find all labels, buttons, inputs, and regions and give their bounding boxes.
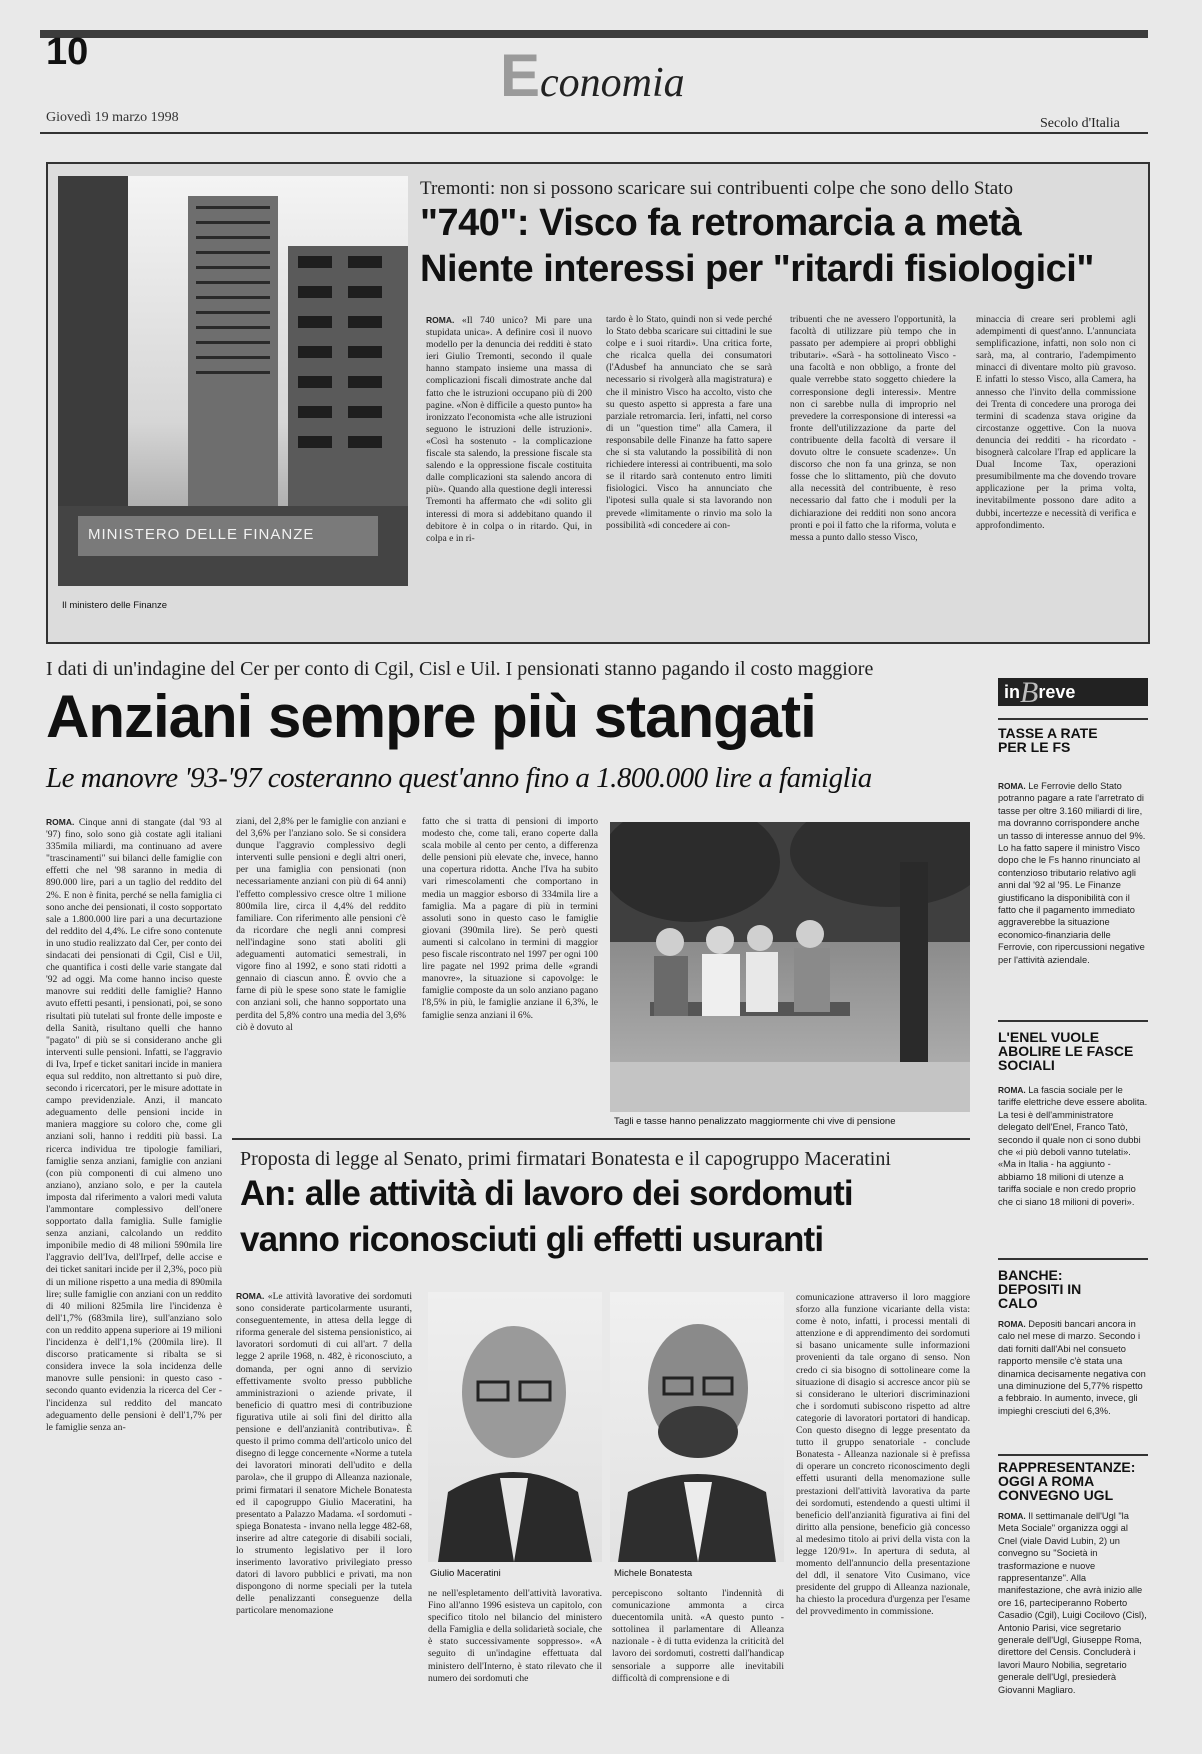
- article1-col4-text: minaccia di creare seri problemi agli adempimenti di quest'anno. L'annunciata semplificazione, infatti, non solo non ci sarà, ma, al contrario, l'adempimento minacci di diventare molto più gravoso. E infatti lo stesso Visco, alla Camera, ha annesso che l'invito della commissione dei Trenta di concedere una proroga dei termini di scadenza stava origine da circostanze oggettive. Con la nuova denuncia dei redditi - ha ricordato - bisognerà calcolare l'Irap ed applicare la Dual Income Tax, operazioni presumibilmente ma che dovendo trovare applicazione per la prima volta, inevitabilmente possono dare adito a dubbi, incertezze e necessità di verifica e approfondimento.: [976, 314, 1136, 531]
- article2-headline: Anziani sempre più stangati: [46, 683, 816, 750]
- brief2-body: La fascia sociale per le tariffe elettriche deve essere abolita. La tesi è dell'amministratore delegato dell'Enel, Franco Tatò, secondo il quale non ci sono dubbi che «i più deboli vanno tutelati». «Ma in Italia - ha aggiunto - abbiamo 18 milioni di utenze a tariffa sociale e non credo proprio che ci siano 18 milioni di poveri».: [998, 1085, 1148, 1207]
- brief4-body: Il settimanale dell'Ugl "la Meta Sociale" organizza oggi al Cnel (viale David Lubin, 2) un convegno su "Società in trasformazione e nuove rappresentanze". Alla manifestazione, che avrà inizio alle ore 16, parteciperanno Roberto Casadio (Cgil), Luigi Cocilovo (Cisl), Antonio Parisi, vice segretario generale dell'Ugl, Giuseppe Roma, direttore del Censis. Concluderà i lavori Mauro Nobilia, segretario generale dell'Ugl, presiederà Giovanni Magliaro.: [998, 1511, 1147, 1695]
- article2-column-2: [236, 816, 406, 1144]
- article3-col1-text: «Le attività lavorative dei sordomuti sono considerate particolarmente usuranti, conseguentemente, in attesa della legge di riforma generale del sistema pensionistico, ai lavoratori sordomuti di cui all'art. 7 della legge 2 aprile 1968, n. 482, è riconosciuto, a domanda, per ogni anno di servizio effettivamente svolto presso pubbliche amministrazioni o aziende private, il beneficio di quattro mesi di contribuzione figurativa utile ai soli fini del diritto alla pensione e dell'anzianità contributiva». È questo il primo comma dell'articolo unico del disegno di legge concernente «Norme a tutela dei lavoratori minorati dell'udito e della parola», che il gruppo di Alleanza nazionale, primi firmatari il senatore Michele Bonatesta ed il capogruppo Giulio Maceratini, ha presentato a Palazzo Madama. «I sordomuti - spiega Bonatesta - invano nella legge 482-68, inserire ad altre categorie di disabili sociali, lo strumento legislativo per il loro inserimento lavorativo privilegiato presso datori di lavoro pubblici e privati, ma non dispongono di norme speciali per la tutela delle penalizzanti conseguenze della particolare menomazione: [236, 1291, 412, 1617]
- in-breve-prefix: in: [1004, 682, 1020, 702]
- article2-kicker: I dati di un'indagine del Cer per conto di Cgil, Cisl e Uil. I pensionati stanno pagando il costo maggiore: [46, 658, 874, 680]
- ministry-photo-caption: Il ministero delle Finanze: [62, 600, 168, 611]
- article2-subhead: Le manovre '93-'97 costeranno quest'anno fino a 1.800.000 lire a famiglia: [46, 762, 872, 794]
- newspaper-name: Secolo d'Italia: [1040, 116, 1120, 131]
- article3-column-1: [236, 1290, 412, 1742]
- article2-dateline: ROMA.: [46, 817, 75, 827]
- bonatesta-photo: [610, 1292, 784, 1562]
- issue-date: Giovedì 19 marzo 1998: [46, 110, 179, 125]
- brief1-rule: [998, 718, 1148, 720]
- top-bar: [40, 30, 1148, 38]
- masthead-rule: [40, 132, 1148, 134]
- brief3-rule: [998, 1258, 1148, 1260]
- brief1-body: Le Ferrovie dello Stato potranno pagare a rate l'arretrato di tasse per oltre 3.160 miliardi di lire, ma dovranno corrispondere anche un tasso di interesse annuo del 9%. Lo ha fatto sapere il ministro Visco dopo che le Fs hanno rinunciato al contenzioso tributario relativo agli anni dal '92 al '95. Le Finanze giustificano la disponibilità con il fatto che il pagamento immediato aggraverebbe la situazione economico-finanziaria delle Ferrovie, con ripercussioni negative per l'attività aziendale.: [998, 781, 1146, 965]
- article2-col3-text: fatto che si tratta di pensioni di importo modesto che, come tali, erano coperte dalla scala mobile al cento per cento, a differenza delle pensioni più elevate che, invece, hanno una copertura ridotta. Anche l'Iva ha subito vari rimescolamenti che comportano in media un maggior esborso di 334mila lire a famiglia. Ma a pagare di più in termini assoluti sono in questo caso le famiglie giovani (390mila lire). Se però questi aumenti si calcolano in termini di maggior peso fiscale riscontrato nel 1997 per ogni 100 lire pagate nel 1992 prima delle «grandi manovre», la situazione si capovolge: le famiglie composte da un solo anziano pagano l'8,5% in più, le famiglie anziane il 6,3%, le famiglie senza anziani il 6%.: [422, 816, 598, 1021]
- brief2-text: [998, 1084, 1148, 1264]
- article3-col2-text: ne nell'espletamento dell'attività lavorativa. Fino all'anno 1996 esisteva un capitolo, con specifico titolo nel bilancio del ministero della Famiglia e della solidarietà sociale, che è stato successivamente soppresso». «A seguito di un'indagine effettuata dal ministero dell'Interno, è stato rilevato che il numero dei sordomuti che: [428, 1588, 602, 1684]
- ministry-sign: MINISTERO DELLE FINANZE: [88, 526, 315, 543]
- in-breve-header: [998, 676, 1148, 709]
- article1-headline-2: Niente interessi per "ritardi fisiologici": [420, 248, 1094, 290]
- article1-column-3: [790, 314, 956, 624]
- article3-column-4: [796, 1292, 970, 1742]
- brief3-text: [998, 1318, 1148, 1448]
- section-rest: conomia: [540, 60, 685, 106]
- article1-col1-text: «Il 740 unico? Mi pare una stupidata unica». A definire così il nuovo modello per la denuncia dei redditi è stato ieri Giulio Tremonti, secondo il quale hanno stampato insieme una massa di complicazioni fiscali dimostrate anche dal fatto che le istruzioni occupano più di 200 pagine. «Non è difficile a questo punto» ha ironizzato l'economista «che alle istruzioni seguono le istruzioni delle istruzioni». «Così ha sostenuto - la complicazione fiscale sta salendo, la pressione fiscale sta salendo e la oppressione fiscale costituita dalle complicazioni sta salendo ancora di più». Quando alla questione degli interessi Tremonti ha affermato che «di solito gli interessi di mora si addebitano quando il debitore è in colpa o in ritardo. Qui, in colpa e in ri-: [426, 315, 592, 544]
- brief1-title: TASSE A RATE PER LE FS: [998, 725, 1098, 755]
- ministry-building-image: [58, 176, 408, 586]
- bonatesta-caption: Michele Bonatesta: [614, 1568, 693, 1579]
- article1-kicker: Tremonti: non si possono scaricare sui contribuenti colpe che sono dello Stato: [420, 178, 1013, 199]
- brief4-title: RAPPRESENTANZE: OGGI A ROMA CONVEGNO UGL: [998, 1459, 1136, 1503]
- maceratini-portrait: [428, 1292, 602, 1562]
- page-number: 10: [46, 31, 89, 73]
- article1-column-2: [606, 314, 772, 624]
- article1-col3-text: tribuenti che ne avessero l'opportunità, la facoltà di utilizzare più tempo che in passato per adempiere ai propri obblighi tributari». «Sarà - ha sottolineato Visco - una facoltà e non obbligo, a fronte del quale verrebbe stato soggetto chiedere la corresponsione degli interessi». Mentre non ci sarebbe nulla di improprio nel prevedere la corresponsione di interessi «a fronte dell'utilizzazione da parte del contribuente della facoltà di versare il dovuto oltre le consuete scadenze». Un discorso che non fa una grinza, se non fosse che lo slittamento, più che dovuto alla necessità del contribuente, è reso necessario dal fatto che i moduli per la dichiarazione dei redditi non sono ancora pronti e poi il fatto che la riforma, voluta e messa a punto dallo stesso Visco,: [790, 314, 956, 543]
- article3-headline-2: vanno riconosciuti gli effetti usuranti: [240, 1220, 824, 1259]
- brief4-dateline: ROMA.: [998, 1511, 1026, 1521]
- article3-dateline: ROMA.: [236, 1291, 265, 1301]
- pensioners-photo: [610, 822, 970, 1112]
- article3-headline-1: An: alle attività di lavoro dei sordomuti: [240, 1174, 853, 1213]
- article2-column-1: [46, 816, 222, 1740]
- brief3-body: Depositi bancari ancora in calo nel mese di marzo. Secondo i dati forniti dall'Abi nel consueto rapporto mensile c'è stata una dinamica decisamente negativa con una diminuzione del 5,77% rispetto a febbraio. In aumento, invece, gli impieghi cresciuti del 6,3%.: [998, 1319, 1146, 1416]
- brief2-dateline: ROMA.: [998, 1085, 1026, 1095]
- brief2-title: L'ENEL VUOLE ABOLIRE LE FASCE SOCIALI: [998, 1029, 1134, 1073]
- brief2-rule: [998, 1020, 1148, 1022]
- article3-kicker: Proposta di legge al Senato, primi firmatari Bonatesta e il capogruppo Maceratini: [240, 1148, 891, 1170]
- ministry-photo: [58, 176, 408, 586]
- brief1-text: [998, 780, 1148, 1000]
- brief3-dateline: ROMA.: [998, 1319, 1026, 1329]
- brief1-dateline: ROMA.: [998, 781, 1026, 791]
- maceratini-photo: [428, 1292, 602, 1562]
- brief4-rule: [998, 1454, 1148, 1456]
- article3-col3-text: percepiscono soltanto l'indennità di comunicazione ammonta a circa duecentomila unità. «A questo punto - sottolinea il parlamentare di Alleanza nazionale - è di tutta evidenza la criticità del lavoro dei sordomuti, costretti dall'handicap sensoriale a supporre alle inevitabili difficoltà di comprensione e di: [612, 1588, 784, 1684]
- article2-col2-text: ziani, del 2,8% per le famiglie con anziani e del 3,6% per l'anziano solo. Se si considera dunque l'aggravio complessivo degli interventi sulle pensioni e degli altri oneri, per una famiglia con pensionati (non necessariamente anziani con più di 64 anni) l'effetto complessivo cresce oltre 1 milione 800mila lire, circa il 4,4% del reddito familiare. Con riferimento alle pensioni c'è da ricordare che negli anni compresi nell'indagine sono stati aboliti gli adeguamenti automatici semestrali, in vigore fino al 1992, e sono stati ridotti a gennaio di ciascun anno. È ovvio che a farne di più le spese sono state le famiglie con anziani soli, che hanno sopportato una perdita del 5,8% contro una media del 3,6% ciò è dovuto al: [236, 816, 406, 1033]
- pensioners-photo-caption: Tagli e tasse hanno penalizzato maggiormente chi vive di pensione: [614, 1116, 896, 1127]
- pensioners-bench-image: [610, 822, 970, 1112]
- article1-column-4: [976, 314, 1136, 624]
- in-breve-rest: reve: [1038, 682, 1076, 702]
- article1-dateline: ROMA.: [426, 315, 455, 325]
- article3-top-rule: [232, 1138, 970, 1140]
- section-initial: E: [500, 42, 541, 109]
- article1-col2-text: tardo è lo Stato, quindi non si vede perché lo Stato debba scaricare sui cittadini le sue colpe e i suoi ritardi». Una critica forte, che ricalca quella dei consumatori (l'Adusbef ha annunciato che se sarà necessario si rivolgerà alla magistratura) e che il ministro Visco ha accolto, visto che su questo aspetto si appresta a fare una parziale retromarcia. Ieri, infatti, nel corso di un "question time" alla Camera, il responsabile delle Finanze ha fatto sapere che si sta valutando la possibilità di non richiedere interessi ai contribuenti, ma solo se il ritardo sarà contenuto entro limiti fisiologici. Visco ha annunciato che l'ipotesi sulla quale si sta lavorando non prevede «limitamente o rinvio ma solo la possibilità «di concedere ai con-: [606, 314, 772, 531]
- maceratini-caption: Giulio Maceratini: [430, 1568, 501, 1579]
- brief4-text: [998, 1510, 1148, 1742]
- article3-column-3: [612, 1588, 784, 1742]
- brief3-title: BANCHE: DEPOSITI IN CALO: [998, 1267, 1082, 1311]
- article3-col4-text: comunicazione attraverso il loro maggiore sforzo alla funzione vicariante della vista: come è noto, infatti, i processi mentali di attenzione e di apprendimento dei sordomuti si basano unicamente sulle informazioni provenienti da tale organo di senso. Non credo ci sia bisogno di sottolineare come la situazione di disagio si accresce ancor più se si considerano le ulteriori discriminazioni che i sordomuti subiscono rispetto ad altre categorie di lavoratori portatori di handicap. Con questo disegno di legge presentato da tutto il gruppo senatoriale - conclude Bonatesta - Alleanza nazionale si è prefissa di operare un concreto riconoscimento degli effetti usuranti della menomazione sulle prestazioni dell'attività lavorativa da parte dei sordomuti, estendendo a questi ultimi il beneficio dell'anzianità figurativa ai fini del diritto alla pensione, beneficio già concesso al medesimo titolo ai privi della vista con la legge 120/91». In apertura di seduta, al momento dell'annuncio della presentazione del ddl, il senatore Vito Cusimano, vice presidente del gruppo di Alleanza nazionale, ha chiesto la procedura d'urgenza per l'esame del provvedimento in commissione.: [796, 1292, 970, 1618]
- article2-column-3: [422, 816, 598, 1144]
- article3-column-2: [428, 1588, 602, 1742]
- section-title: [500, 42, 685, 109]
- bonatesta-portrait: [610, 1292, 784, 1562]
- article1-headline-1: "740": Visco fa retromarcia a metà: [420, 202, 1022, 244]
- article1-column-1: [426, 314, 592, 624]
- in-breve-initial: B: [1020, 676, 1039, 709]
- article2-col1-text: Cinque anni di stangate (dal '93 al '97) fino, solo sono già costate agli italiani 335mila miliardi, ma continuano ad avere "trascinamenti" sui bilanci delle famiglie con effetti che nel '98 saranno in media di 890.000 lire, pari a un taglio del reddito del 2%. E non è finita, perché se nella famiglia ci sono anche dei pensionati, il costo sopportato sale a 1.800.000 lire pari a una decurtazione del reddito del 4,4%. Le cifre sono contenute in uno studio realizzato dal Cer, per conto dei sindacati dei pensionati di Cgil, Cisl e Uil, che quantifica i costi delle varie stangate dal '92 ad oggi. Ma come hanno inciso queste manovre sui redditi delle famiglie? Hanno avuto effetti pesanti, i pensionati, poi, se sono risultati più tutelati sul fronte delle imposte e della Sanità, risultano quelli che hanno "pagato" di più se si considerano anche gli interventi sulle pensioni. Infatti, se l'aggravio di Iva, Irpef e ticket sanitari incide in maniera equa sul reddito, non altrettanto si può dire, secondo i ricercatori, per le misure adottate in campo previdenziale. Anzi, il mancato adeguamento delle pensioni incide in maniera maggiore su coloro che, come gli anziani soli, hanno i redditi più bassi. La ricerca individua tre tipologie familiari, famiglie senza anziani, famiglie con anziani (con più componenti di cui almeno uno anziano), anziano solo, e per la cautela imposta dal riferimento a valori medi valuta l'ammontare complessivo dell'onere sopportato dalla famiglia. Sulle famiglie senza anziani, calcolando un reddito imponibile medio di 48 milioni 590mila lire l'aggravio dell'Iva, dell'Irpef, delle accise e dei ticket sanitari incide per il 2,3%, poco più di un milione rispetto a una media di 890mila lire; sulle famiglie con anziani con un reddito di 40 milioni 825mila lire l'incidenza è dell'1,7% (683mila lire), sull'anziano solo con un reddito appena superiore ai 19 milioni l'incidenza è dell'1,1% (200mila lire). Il discorso praticamente si ribalta se si considera invece la sola incidenza delle manovre sulle pensioni: in questo caso - secondo quanto evidenzia la ricerca del Cer - l'incidenza sul reddito del mancato adeguamento delle pensioni è dell'1,7% per le famiglie senza an-: [46, 817, 222, 1433]
